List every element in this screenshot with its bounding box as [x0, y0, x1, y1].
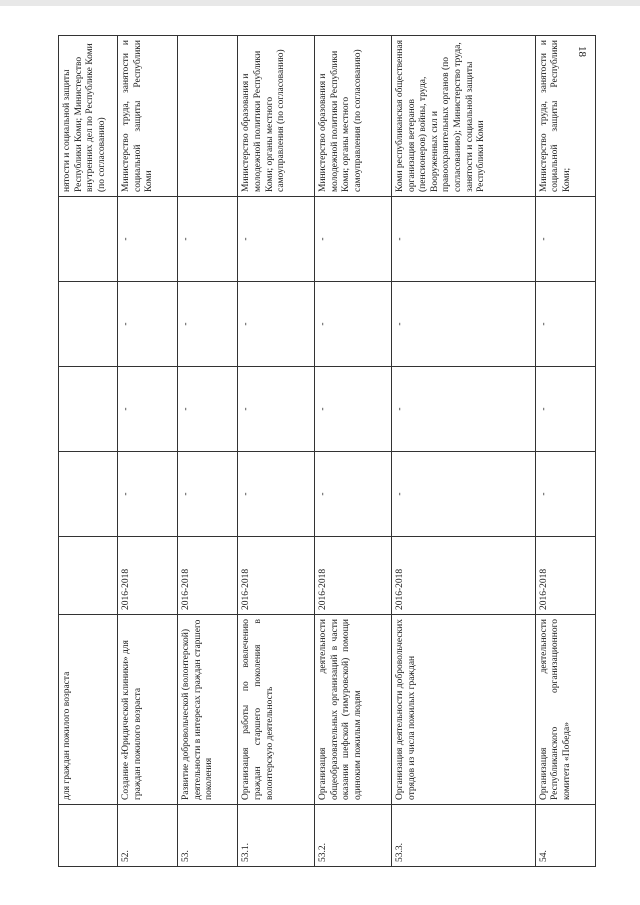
table-row: [178, 36, 238, 867]
cell-responsible: нятости и социальной защиты Республики Коми; Министерство внутренних дел по Республике Коми (по согласованию): [59, 36, 118, 197]
cell-period: [59, 537, 118, 615]
cell-funding-3: -: [118, 282, 178, 367]
cell-funding-1: -: [178, 452, 238, 537]
cell-period: 2016-2018: [392, 537, 536, 615]
cell-funding-4: [59, 197, 118, 282]
cell-funding-2: -: [315, 367, 392, 452]
page-number: 18: [576, 46, 588, 57]
cell-period: 2016-2018: [535, 537, 595, 615]
rotated-page-area: [58, 36, 596, 867]
table-row: [118, 36, 178, 867]
cell-funding-1: -: [238, 452, 315, 537]
cell-funding-3: -: [238, 282, 315, 367]
cell-number: 53.1.: [238, 805, 315, 867]
cell-number: [59, 805, 118, 867]
cell-number: 53.: [178, 805, 238, 867]
cell-funding-4: -: [392, 197, 536, 282]
cell-period: 2016-2018: [238, 537, 315, 615]
cell-responsible: Министерство труда, занятости и социальной защиты Республики Коми;: [535, 36, 595, 197]
cell-funding-4: -: [118, 197, 178, 282]
cell-funding-1: [59, 452, 118, 537]
table-row: [238, 36, 315, 867]
cell-funding-4: -: [238, 197, 315, 282]
cell-number: 54.: [535, 805, 595, 867]
cell-funding-1: -: [392, 452, 536, 537]
cell-measure-name: Организация деятельности добровольческих отрядов из числа пожилых граждан: [392, 615, 536, 805]
cell-number: 53.2.: [315, 805, 392, 867]
cell-funding-3: -: [178, 282, 238, 367]
cell-measure-name: Организация деятельности общеобразовательных организаций в части оказания шефской (тимуровской) помощи одиноким пожилым людям: [315, 615, 392, 805]
cell-period: 2016-2018: [118, 537, 178, 615]
table-row: [59, 36, 118, 867]
cell-funding-3: -: [315, 282, 392, 367]
cell-funding-3: -: [392, 282, 536, 367]
table-row: [535, 36, 595, 867]
cell-funding-2: -: [178, 367, 238, 452]
table-rotation-wrapper: [58, 36, 596, 867]
table-row: [315, 36, 392, 867]
cell-period: 2016-2018: [315, 537, 392, 615]
scan-edge: [0, 0, 640, 6]
measures-table: [58, 35, 596, 867]
cell-funding-1: -: [315, 452, 392, 537]
table-row: [392, 36, 536, 867]
cell-funding-4: -: [535, 197, 595, 282]
cell-measure-name: Развитие добровольческой (волонтерской) деятельности в интересах граждан старшего поколения: [178, 615, 238, 805]
cell-funding-2: -: [238, 367, 315, 452]
cell-responsible: [178, 36, 238, 197]
cell-funding-2: -: [392, 367, 536, 452]
cell-funding-1: -: [118, 452, 178, 537]
cell-funding-2: [59, 367, 118, 452]
cell-responsible: Министерство труда, занятости и социальной защиты Республики Коми: [118, 36, 178, 197]
cell-responsible: Министерство образования и молодежной политики Республики Коми; органы местного самоуправления (по согласованию): [315, 36, 392, 197]
cell-measure-name: Организация деятельности Республиканского организационного комитета «Победа»: [535, 615, 595, 805]
cell-funding-2: -: [118, 367, 178, 452]
cell-funding-4: -: [315, 197, 392, 282]
cell-funding-1: -: [535, 452, 595, 537]
cell-responsible: Министерство образования и молодежной политики Республики Коми; органы местного самоуправления (по согласованию): [238, 36, 315, 197]
cell-funding-2: -: [535, 367, 595, 452]
cell-measure-name: Создание «Юридической клиники» для граждан пожилого возраста: [118, 615, 178, 805]
cell-number: 52.: [118, 805, 178, 867]
cell-funding-3: -: [535, 282, 595, 367]
cell-funding-4: -: [178, 197, 238, 282]
cell-number: 53.3.: [392, 805, 536, 867]
cell-measure-name: Организация работы по вовлечению граждан старшего поколения в волонтерскую деятельность: [238, 615, 315, 805]
cell-period: 2016-2018: [178, 537, 238, 615]
cell-responsible: Коми республиканская общественная организация ветеранов (пенсионеров) войны, труда, Вооруженных сил и правоохранительных органов (по согласованию); Министерство труда, занятости и социальной защиты Республики Коми: [392, 36, 536, 197]
cell-measure-name: для граждан пожилого возраста: [59, 615, 118, 805]
cell-funding-3: [59, 282, 118, 367]
